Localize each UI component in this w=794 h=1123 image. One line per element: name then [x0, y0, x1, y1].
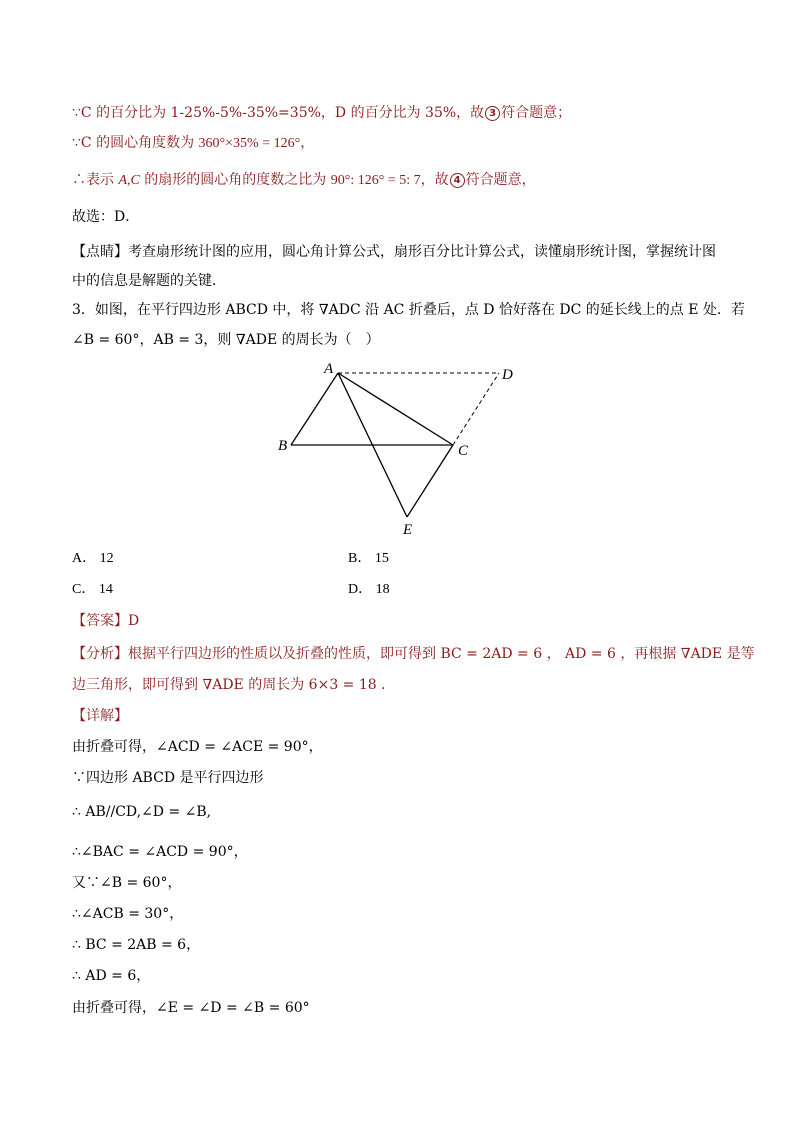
option-c-value: 14 [98, 582, 113, 597]
segment-ce [407, 445, 453, 517]
solution-line-2-text: ∵C 的圆心角度数为 [72, 135, 195, 151]
detail-step-7: ∴ BC = 2AB = 6， [72, 937, 201, 953]
option-d [348, 580, 390, 600]
label-d: D [502, 367, 513, 383]
detail-step-4: ∴∠BAC = ∠ACD = 90°， [72, 844, 248, 860]
solution-line-3-text: ∴表示 [72, 172, 114, 188]
solution-line-3 [72, 170, 536, 191]
question-line-2: ∠B = 60°，AB = 3，则 ∇ADE 的周长为（ ） [72, 332, 380, 348]
detail-step-1: 由折叠可得，∠ACD = ∠ACE = 90°， [72, 739, 323, 755]
answer-line: 【答案】D [72, 613, 140, 629]
solution-line-1-text: ∵C 的百分比为 1-25%-5%-35%=35%，D 的百分比为 35%，故 [72, 105, 485, 121]
key-point-note: 【点睛】考查扇形统计图的应用，圆心角计算公式，扇形百分比计算公式，读懂扇形统计图，掌握统计图中的信息是解题的关键． [72, 244, 716, 289]
detail-heading: 【详解】 [72, 708, 128, 724]
angle-calculation: 360°×35% = 126° [198, 136, 301, 151]
solution-line-3-mid: 的扇形的圆心角的度数之比为 [144, 172, 327, 188]
circled-number-3: 3 [485, 106, 500, 121]
detail-step-3: ∴ AB//CD,∠D = ∠B, [72, 804, 212, 820]
option-b [348, 549, 389, 569]
detail-step-8: ∴ AD = 6， [72, 968, 151, 984]
option-c [72, 580, 113, 600]
option-d-letter: D． [348, 582, 373, 597]
solution-line-1 [72, 103, 571, 123]
label-b: B [278, 438, 288, 454]
solution-line-2 [72, 133, 314, 154]
solution-line-1-end: 符合题意； [501, 105, 572, 121]
solution-line-3-sep: ，故 [420, 172, 449, 188]
option-b-value: 15 [374, 551, 389, 566]
analysis-line-2: 边三角形，即可得到 ∇ADE 的周长为 6×3 = 18 ． [72, 677, 396, 693]
option-d-value: 18 [375, 582, 390, 597]
sector-labels: A,C [118, 173, 140, 188]
label-e: E [403, 522, 413, 538]
solution-line-3-end: 符合题意， [465, 172, 536, 188]
solution-line-2-end: ， [300, 135, 315, 151]
option-a-value: 12 [99, 551, 114, 566]
detail-step-9: 由折叠可得，∠E = ∠D = ∠B = 60° [72, 1000, 310, 1016]
question-line-1: 3．如图，在平行四边形 ABCD 中，将 ∇ADC 沿 AC 折叠后，点 D 恰好落在 DC 的延长线上的点 E 处．若 [72, 302, 745, 318]
analysis-line-1: 【分析】根据平行四边形的性质以及折叠的性质，即可得到 BC = 2AD = 6 ， AD = 6 ，再根据 ∇ADE 是等 [72, 646, 755, 662]
label-a: A [324, 361, 334, 377]
parallelogram-figure [270, 355, 530, 540]
segment-ab [291, 373, 338, 445]
angle-ratio: 90°: 126° = 5: 7 [330, 173, 421, 188]
detail-step-5: 又∵∠B = 60°， [72, 875, 182, 891]
option-a [72, 549, 114, 569]
segment-cd-dashed [453, 373, 499, 445]
option-b-letter: B． [348, 551, 372, 566]
label-c: C [458, 443, 469, 459]
detail-step-6: ∴∠ACB = 30°， [72, 906, 184, 922]
option-c-letter: C． [72, 582, 96, 597]
detail-step-2: ∵四边形 ABCD 是平行四边形 [72, 770, 264, 786]
circled-number-4: 4 [450, 173, 465, 188]
option-a-letter: A． [72, 551, 97, 566]
choice-conclusion: 故选：D． [72, 209, 140, 225]
